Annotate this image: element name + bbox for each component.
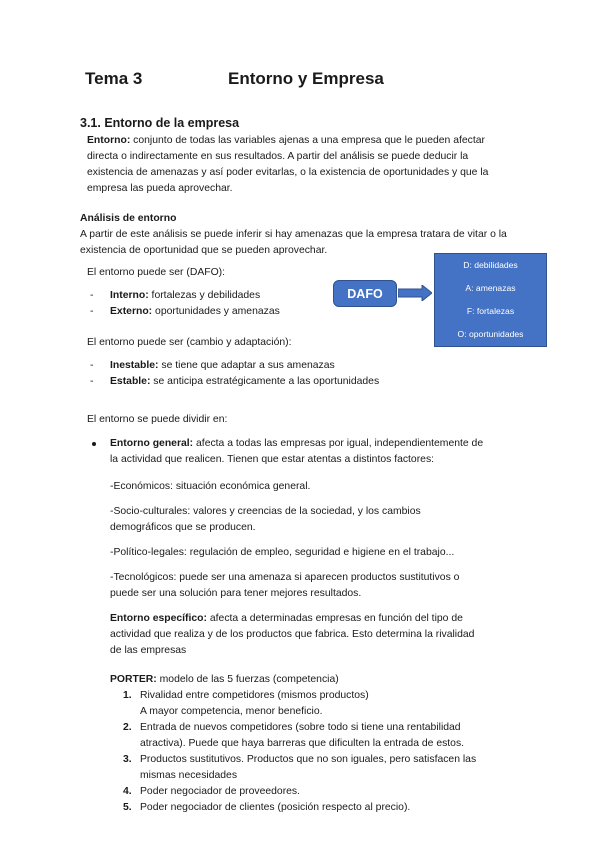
entorno-def-line3: existencia de amenazas y así poder evitarlas, o la existencia de oportunidades y que la xyxy=(87,167,489,178)
factor-socio-line1: -Socio-culturales: valores y creencias de la sociedad, y los cambios xyxy=(110,506,421,517)
bullet-icon xyxy=(92,442,96,446)
dafo-a: A: amenazas xyxy=(465,283,516,293)
dafo-f: F: fortalezas xyxy=(466,306,515,316)
dividir-intro: El entorno se puede dividir en: xyxy=(87,414,228,425)
analisis-line1: A partir de este análisis se puede inferir si hay amenazas que la empresa tratara de vitar o la xyxy=(80,229,507,240)
entorno-term: Entorno: xyxy=(87,135,131,146)
porter-title: PORTER: modelo de las 5 fuerzas (competencia) xyxy=(110,674,339,685)
cambio-intro: El entorno puede ser (cambio y adaptación): xyxy=(87,337,292,348)
entorno-def-line2: directa o indirectamente en sus resultados. A partir del análisis se puede deducir la xyxy=(87,151,469,162)
dafo-box xyxy=(434,253,547,347)
porter-item-1: 1. Rivalidad entre competidores (mismos productos) A mayor competencia, menor beneficio. xyxy=(123,690,369,717)
entorno-def-line1: Entorno: conjunto de todas las variables ajenas a una empresa que le pueden afectar xyxy=(87,135,485,146)
porter-item-4: 4. Poder negociador de proveedores. xyxy=(123,786,301,797)
factor-politico: -Político-legales: regulación de empleo, seguridad e higiene en el trabajo... xyxy=(110,547,455,558)
porter-item-5: 5. Poder negociador de clientes (posición respecto al precio). xyxy=(123,802,411,813)
right-arrow-icon xyxy=(398,285,432,301)
general-line1: Entorno general: afecta a todas las empresas por igual, independientemente de xyxy=(110,438,484,449)
factor-economicos: -Económicos: situación económica general. xyxy=(110,481,311,492)
factor-tecno-line1: -Tecnológicos: puede ser una amenaza si aparecen productos sustitutivos o xyxy=(110,572,460,583)
dafo-shape: DAFO xyxy=(333,280,397,307)
porter-item-3: 3. Productos sustitutivos. Productos que no son iguales, pero satisfacen las mismas necesidades xyxy=(123,754,477,781)
dafo-intro: El entorno puede ser (DAFO): xyxy=(87,267,226,278)
tema-number: Tema 3 xyxy=(85,69,143,88)
especifico-line3: de las empresas xyxy=(110,645,187,656)
especifico-line2: actividad que realiza y de los productos que fabrica. Esto determina la rivalidad xyxy=(110,629,475,640)
analisis-title: Análisis de entorno xyxy=(80,213,177,224)
porter-item-2: 2. Entrada de nuevos competidores (sobre todo si tiene una rentabilidad atractiva). Puede que haya barreras que dificulten la entrada de estos. xyxy=(123,722,465,749)
section-title: 3.1. Entorno de la empresa xyxy=(80,116,240,130)
factor-tecno-line2: puede ser una solución para tener mejores resultados. xyxy=(110,588,362,599)
dafo-d: D: debilidades xyxy=(463,260,518,270)
entorno-def-line4: empresa las pueda aprovechar. xyxy=(87,183,233,194)
especifico-line1: Entorno específico: afecta a determinadas empresas en función del tipo de xyxy=(110,613,463,624)
general-line2: la actividad que realicen. Tienen que estar atentas a distintos factores: xyxy=(110,454,435,465)
page-title: Entorno y Empresa xyxy=(228,69,384,88)
analisis-line2: existencia de oportunidad que se pueden aprovechar. xyxy=(80,245,328,256)
dafo-o: O: oportunidades xyxy=(457,329,524,339)
factor-socio-line2: demográficos que se producen. xyxy=(110,522,256,533)
